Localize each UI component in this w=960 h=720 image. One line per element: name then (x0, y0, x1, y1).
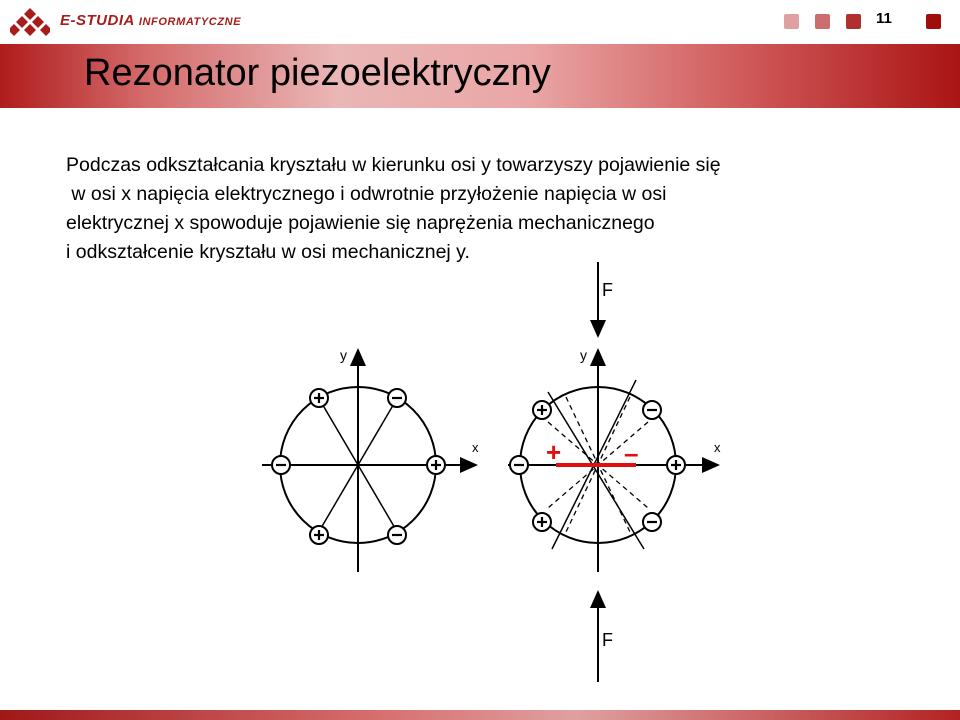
right-crystal-diagram (508, 262, 721, 682)
brand-main: E-STUDIA (60, 12, 135, 29)
piezo-crystal-figure (248, 262, 728, 687)
brand-sub: INFORMATYCZNE (138, 16, 242, 28)
plus-sign: + (546, 437, 562, 467)
force-label-top: F (602, 280, 613, 300)
paragraph-line: elektrycznej x spowoduje pojawienie się naprężenia mechanicznego (66, 212, 655, 234)
paragraph-line: i odkształcenie kryształu w osi mechanicznej y. (66, 241, 470, 263)
slide-title: Rezonator piezoelektryczny (84, 52, 551, 94)
left-crystal-diagram (262, 347, 479, 572)
left-x-label: x (472, 440, 479, 455)
nav-square-4 (926, 14, 941, 29)
nav-square-1 (784, 14, 799, 29)
right-y-label: y (580, 347, 587, 363)
paragraph-line: w osi x napięcia elektrycznego i odwrotnie przyłożenie napięcia w osi (66, 183, 667, 205)
force-label-bottom: F (602, 630, 613, 650)
page-number: 11 (876, 10, 892, 27)
logo-icon (10, 6, 50, 40)
brand-name (60, 12, 241, 29)
slide-paragraph (66, 151, 906, 267)
nav-square-2 (815, 14, 830, 29)
paragraph-line: Podczas odkształcania kryształu w kierunku osi y towarzyszy pojawienie się (66, 154, 721, 176)
nav-square-3 (846, 14, 861, 29)
minus-sign: – (624, 438, 639, 468)
footer-bar (0, 710, 960, 720)
right-x-label: x (714, 440, 721, 455)
left-y-label: y (340, 347, 347, 363)
